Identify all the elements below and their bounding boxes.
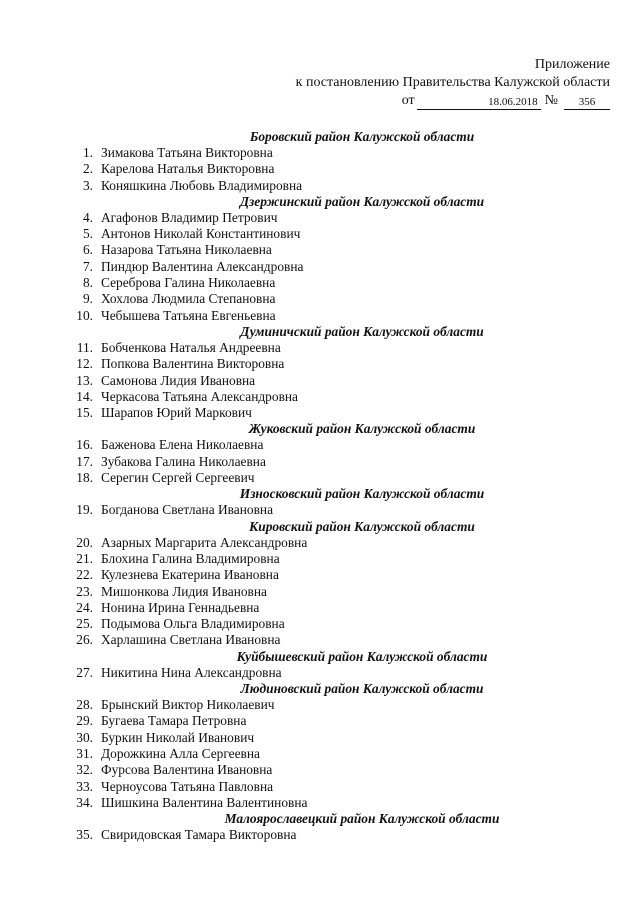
nominee-list <box>72 129 602 843</box>
item-number: 4. <box>82 209 93 225</box>
item-number: 31. <box>76 745 93 761</box>
list-item <box>72 730 602 746</box>
item-number: 1. <box>82 145 93 160</box>
person-name: Чебышева Татьяна Евгеньевна <box>101 307 276 323</box>
list-item <box>72 567 602 583</box>
item-number: 13. <box>76 372 93 388</box>
person-name: Азарных Маргарита Александровна <box>101 534 308 550</box>
item-number: 23. <box>76 583 93 599</box>
appendix-header <box>296 56 610 110</box>
list-item <box>72 291 602 307</box>
item-number: 25. <box>76 616 93 632</box>
person-name: Карелова Наталья Викторовна <box>101 161 275 177</box>
person-name: Богданова Светлана Ивановна <box>101 502 274 518</box>
person-name: Брынский Виктор Николаевич <box>101 697 275 713</box>
list-item <box>72 340 602 356</box>
item-number: 29. <box>76 713 93 729</box>
appendix-title: Приложение <box>534 57 610 72</box>
list-item <box>72 145 602 161</box>
person-name: Кулезнева Екатерина Ивановна <box>101 567 279 583</box>
item-number: 35. <box>76 827 93 843</box>
resolution-number: 356 <box>564 96 610 110</box>
person-name: Буркин Николай Иванович <box>101 729 255 745</box>
section-title: Дзержинский район Калужской области <box>239 193 485 209</box>
item-number: 17. <box>76 453 93 469</box>
item-number: 2. <box>82 161 93 177</box>
list-item <box>72 584 602 600</box>
list-item <box>72 713 602 729</box>
list-item <box>72 665 602 681</box>
item-number: 7. <box>82 258 93 274</box>
resolution-reference <box>296 92 610 110</box>
person-name: Пиндюр Валентина Александровна <box>101 258 304 274</box>
list-item <box>72 259 602 275</box>
item-number: 19. <box>76 502 93 518</box>
item-number: 26. <box>76 632 93 648</box>
person-name: Подымова Ольга Владимировна <box>101 616 285 632</box>
item-number: 16. <box>76 437 93 453</box>
list-item <box>72 779 602 795</box>
person-name: Черноусова Татьяна Павловна <box>101 778 274 794</box>
section-title: Куйбышевский район Калужской области <box>236 648 488 664</box>
list-item <box>72 308 602 324</box>
section-title: Людиновский район Калужской области <box>240 681 484 697</box>
list-item <box>72 697 602 713</box>
person-name: Сереброва Галина Николаевна <box>101 275 276 291</box>
person-name: Коняшкина Любовь Владимировна <box>101 177 303 193</box>
item-number: 28. <box>76 697 93 713</box>
person-name: Шишкина Валентина Валентиновна <box>101 794 308 810</box>
person-name: Агафонов Владимир Петрович <box>101 209 278 225</box>
list-item <box>72 275 602 291</box>
list-item <box>72 373 602 389</box>
person-name: Зубакова Галина Николаевна <box>101 453 266 469</box>
list-item <box>72 242 602 258</box>
person-name: Фурсова Валентина Ивановна <box>101 762 273 778</box>
section-title: Износковский район Калужской области <box>239 486 485 502</box>
item-number: 24. <box>76 599 93 615</box>
item-number: 32. <box>76 762 93 778</box>
item-number: 5. <box>82 226 93 242</box>
list-item <box>72 795 602 811</box>
item-number: 15. <box>76 405 93 421</box>
person-name: Блохина Галина Владимировна <box>101 550 280 566</box>
section-title: Малоярославецкий район Калужской области <box>224 811 500 827</box>
item-number: 12. <box>76 356 93 372</box>
section-title: Думиничский район Калужской области <box>240 323 484 339</box>
item-number: 14. <box>76 388 93 404</box>
person-name: Самонова Лидия Ивановна <box>101 372 256 388</box>
section-title: Жуковский район Калужской области <box>248 421 476 437</box>
list-item <box>72 470 602 486</box>
list-item <box>72 210 602 226</box>
item-number: 10. <box>76 307 93 323</box>
item-number: 27. <box>76 664 93 680</box>
list-item <box>72 827 602 843</box>
list-item <box>72 632 602 648</box>
list-item <box>72 762 602 778</box>
list-item <box>72 600 602 616</box>
number-label: № <box>544 93 558 108</box>
item-number: 3. <box>82 177 93 193</box>
person-name: Никитина Нина Александровна <box>101 664 282 680</box>
from-label: от <box>401 93 415 108</box>
list-item <box>72 389 602 405</box>
list-item <box>72 356 602 372</box>
list-item <box>72 178 602 194</box>
list-item <box>72 405 602 421</box>
item-number: 20. <box>76 534 93 550</box>
item-number: 33. <box>76 778 93 794</box>
person-name: Бобченкова Наталья Андреевна <box>101 339 281 355</box>
resolution-date: 18.06.2018 <box>417 96 541 110</box>
list-item <box>72 551 602 567</box>
person-name: Нонина Ирина Геннадьевна <box>101 599 260 615</box>
item-number: 6. <box>82 242 93 258</box>
person-name: Шарапов Юрий Маркович <box>101 405 252 421</box>
person-name: Баженова Елена Николаевна <box>101 437 264 453</box>
item-number: 30. <box>76 729 93 745</box>
section-title: Боровский район Калужской области <box>249 129 475 144</box>
list-item <box>72 746 602 762</box>
list-item <box>72 502 602 518</box>
item-number: 9. <box>82 291 93 307</box>
list-item <box>72 226 602 242</box>
person-name: Мишонкова Лидия Ивановна <box>101 583 267 599</box>
list-item <box>72 454 602 470</box>
list-item <box>72 437 602 453</box>
person-name: Антонов Николай Константинович <box>101 226 301 242</box>
item-number: 22. <box>76 567 93 583</box>
person-name: Свиридовская Тамара Викторовна <box>101 827 297 843</box>
person-name: Дорожкина Алла Сергеевна <box>101 745 260 761</box>
item-number: 34. <box>76 794 93 810</box>
item-number: 18. <box>76 470 93 486</box>
item-number: 21. <box>76 550 93 566</box>
person-name: Бугаева Тамара Петровна <box>101 713 247 729</box>
person-name: Харлашина Светлана Ивановна <box>101 632 281 648</box>
item-number: 11. <box>76 339 93 355</box>
person-name: Черкасова Татьяна Александровна <box>101 388 299 404</box>
person-name: Назарова Татьяна Николаевна <box>101 242 272 258</box>
list-item <box>72 616 602 632</box>
list-item <box>72 161 602 177</box>
appendix-subtitle: к постановлению Правительства Калужской области <box>295 75 610 90</box>
person-name: Зимакова Татьяна Викторовна <box>101 145 273 160</box>
section-title: Кировский район Калужской области <box>249 518 475 534</box>
item-number: 8. <box>82 275 93 291</box>
list-item <box>72 535 602 551</box>
person-name: Попкова Валентина Викторовна <box>101 356 285 372</box>
person-name: Серегин Сергей Сергеевич <box>101 470 255 486</box>
person-name: Хохлова Людмила Степановна <box>101 291 276 307</box>
